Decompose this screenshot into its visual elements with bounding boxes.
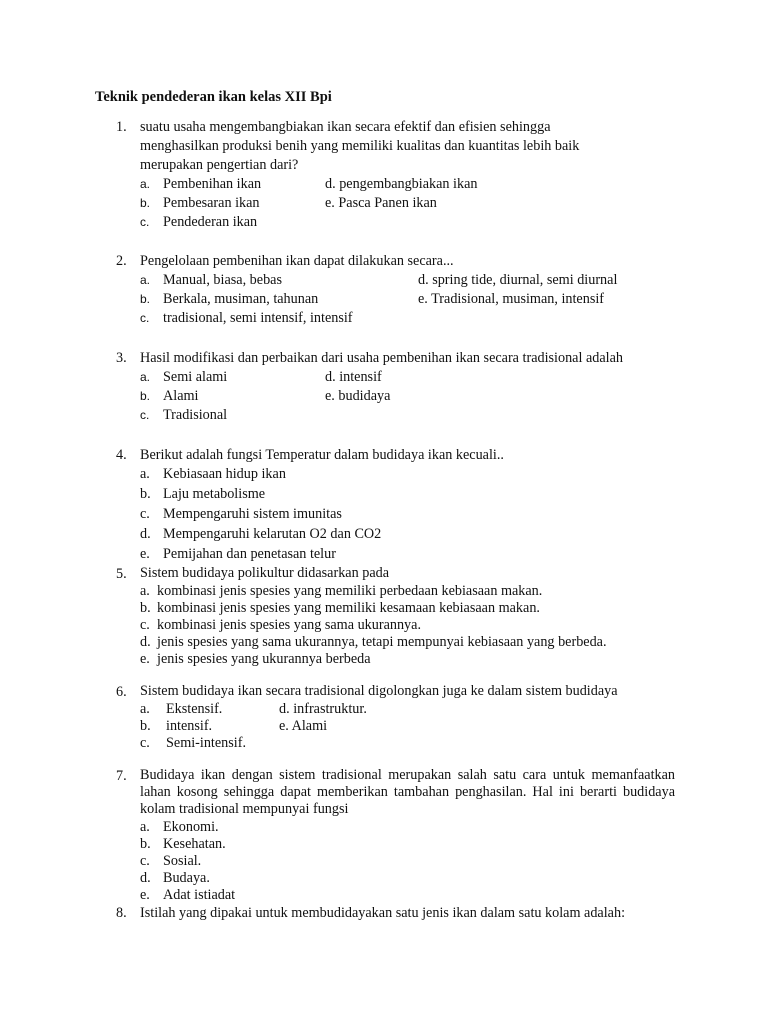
option-letter: a. (140, 819, 150, 835)
option-letter: a. (140, 701, 150, 717)
option-b (140, 599, 768, 616)
question-stem: suatu usaha mengembangbiakan ikan secara efektif dan efisien sehingga menghasilkan produksi benih yang memiliki kualitas dan kuantitas lebih baik merupakan pengertian dari? (140, 119, 580, 173)
option-e (140, 545, 768, 565)
option-letter: a. (140, 583, 150, 599)
question-number: 6. (116, 684, 127, 700)
option-text-right: d. pengembangbiakan ikan (325, 176, 478, 192)
option-a (140, 465, 768, 485)
option-letter: c. (140, 617, 150, 633)
option-e (140, 886, 768, 903)
question-number: 1. (116, 119, 127, 135)
option-c (140, 852, 768, 869)
question-6 (0, 683, 768, 751)
option-text: Budaya. (163, 870, 210, 886)
option-text: jenis spesies yang sama ukurannya, tetapi mempunyai kebiasaan yang berbeda. (157, 634, 607, 650)
option-b (140, 387, 768, 406)
option-c (140, 734, 768, 751)
option-text: Kesehatan. (163, 836, 226, 852)
option-text: Pendederan ikan (163, 214, 258, 230)
document-title: Teknik pendederan ikan kelas XII Bpi (95, 89, 332, 105)
option-letter: c. (140, 506, 150, 522)
option-text: Ekonomi. (163, 819, 219, 835)
option-a (140, 700, 768, 717)
option-b (140, 194, 768, 213)
option-text: Ekstensif. (166, 701, 223, 717)
option-a (140, 368, 768, 387)
option-text-right: d. spring tide, diurnal, semi diurnal (418, 272, 618, 288)
option-letter: d. (140, 870, 151, 886)
question-2 (0, 252, 768, 328)
question-1 (0, 118, 768, 232)
option-d (140, 869, 768, 886)
option-a (140, 582, 768, 599)
option-letter: c. (140, 853, 150, 869)
option-letter: b. (140, 389, 151, 403)
option-a (140, 175, 768, 194)
option-letter: b. (140, 836, 151, 852)
option-text: Semi-intensif. (166, 735, 246, 751)
option-letter: c. (140, 408, 150, 422)
option-letter: a. (140, 466, 150, 482)
option-letter: e. (140, 546, 150, 562)
option-b (140, 290, 768, 309)
question-4 (0, 446, 768, 565)
question-stem: Sistem budidaya polikultur didasarkan pada (140, 565, 390, 581)
option-letter: d. (140, 526, 151, 542)
option-letter: e. (140, 651, 150, 667)
option-text: Laju metabolisme (163, 486, 266, 502)
option-text: Semi alami (163, 369, 228, 385)
option-text: Adat istiadat (163, 887, 236, 903)
question-5 (0, 565, 768, 667)
option-e (140, 650, 768, 667)
option-d (140, 633, 768, 650)
option-text-right: d. infrastruktur. (279, 701, 367, 717)
option-c (140, 309, 768, 328)
option-letter: b. (140, 718, 151, 734)
option-letter: e. (140, 887, 150, 903)
option-text-right: e. Pasca Panen ikan (325, 195, 437, 211)
question-number: 7. (116, 768, 127, 784)
option-c (140, 616, 768, 633)
question-stem: Istilah yang dipakai untuk membudidayakan satu jenis ikan dalam satu kolam adalah: (140, 905, 626, 921)
option-letter: b. (140, 486, 151, 502)
option-text: Pemijahan dan penetasan telur (163, 546, 336, 562)
question-stem: Pengelolaan pembenihan ikan dapat dilakukan secara... (140, 253, 454, 269)
option-letter: a. (140, 177, 151, 191)
option-b (140, 485, 768, 505)
option-text: kombinasi jenis spesies yang memiliki kesamaan kebiasaan makan. (157, 600, 540, 616)
option-d (140, 525, 768, 545)
option-letter: b. (140, 600, 151, 616)
option-text: intensif. (166, 718, 213, 734)
option-letter: b. (140, 196, 151, 210)
option-text-right: e. Tradisional, musiman, intensif (418, 291, 605, 307)
option-text: kombinasi jenis spesies yang sama ukurannya. (157, 617, 421, 633)
option-b (140, 717, 768, 734)
option-text: Kebiasaan hidup ikan (163, 466, 286, 482)
question-number: 2. (116, 253, 127, 269)
option-text: Tradisional (163, 407, 228, 423)
option-letter: c. (140, 215, 150, 229)
option-c (140, 505, 768, 525)
question-stem: Hasil modifikasi dan perbaikan dari usaha pembenihan ikan secara tradisional adalah (140, 350, 623, 366)
option-letter: c. (140, 735, 150, 751)
option-text-right: e. budidaya (325, 388, 391, 404)
option-letter: b. (140, 292, 151, 306)
option-letter: c. (140, 311, 150, 325)
option-letter: a. (140, 370, 151, 384)
option-text: Pembesaran ikan (163, 195, 260, 211)
option-text: kombinasi jenis spesies yang memiliki perbedaan kebiasaan makan. (157, 583, 543, 599)
question-stem: Budidaya ikan dengan sistem tradisional merupakan salah satu cara untuk memanfaatkan lahan kosong sehingga dapat memberikan tambahan penghasilan. Hal ini berarti budidaya kolam tradisional mempunyai fungsi (140, 767, 675, 817)
option-text: Pembenihan ikan (163, 176, 262, 192)
question-8 (0, 904, 768, 923)
option-text: jenis spesies yang ukurannya berbeda (157, 651, 371, 667)
option-a (140, 271, 768, 290)
question-number: 8. (116, 905, 127, 921)
option-letter: a. (140, 273, 151, 287)
option-a (140, 818, 768, 835)
question-number: 5. (116, 566, 127, 582)
option-text: Sosial. (163, 853, 202, 869)
question-number: 3. (116, 350, 127, 366)
option-b (140, 835, 768, 852)
option-text-right: d. intensif (325, 369, 382, 385)
question-stem: Berikut adalah fungsi Temperatur dalam budidaya ikan kecuali.. (140, 447, 504, 463)
option-c (140, 213, 768, 232)
option-text: Mempengaruhi kelarutan O2 dan CO2 (163, 526, 382, 542)
option-c (140, 406, 768, 425)
option-text: Alami (163, 388, 199, 404)
option-letter: d. (140, 634, 151, 650)
option-text: Manual, biasa, bebas (163, 272, 282, 288)
option-text: Mempengaruhi sistem imunitas (163, 506, 342, 522)
option-text-right: e. Alami (279, 718, 328, 734)
question-number: 4. (116, 447, 127, 463)
question-3 (0, 349, 768, 425)
question-stem: Sistem budidaya ikan secara tradisional digolongkan juga ke dalam sistem budidaya (140, 683, 618, 699)
option-text: tradisional, semi intensif, intensif (163, 310, 353, 326)
question-7 (0, 767, 768, 903)
option-text: Berkala, musiman, tahunan (163, 291, 319, 307)
